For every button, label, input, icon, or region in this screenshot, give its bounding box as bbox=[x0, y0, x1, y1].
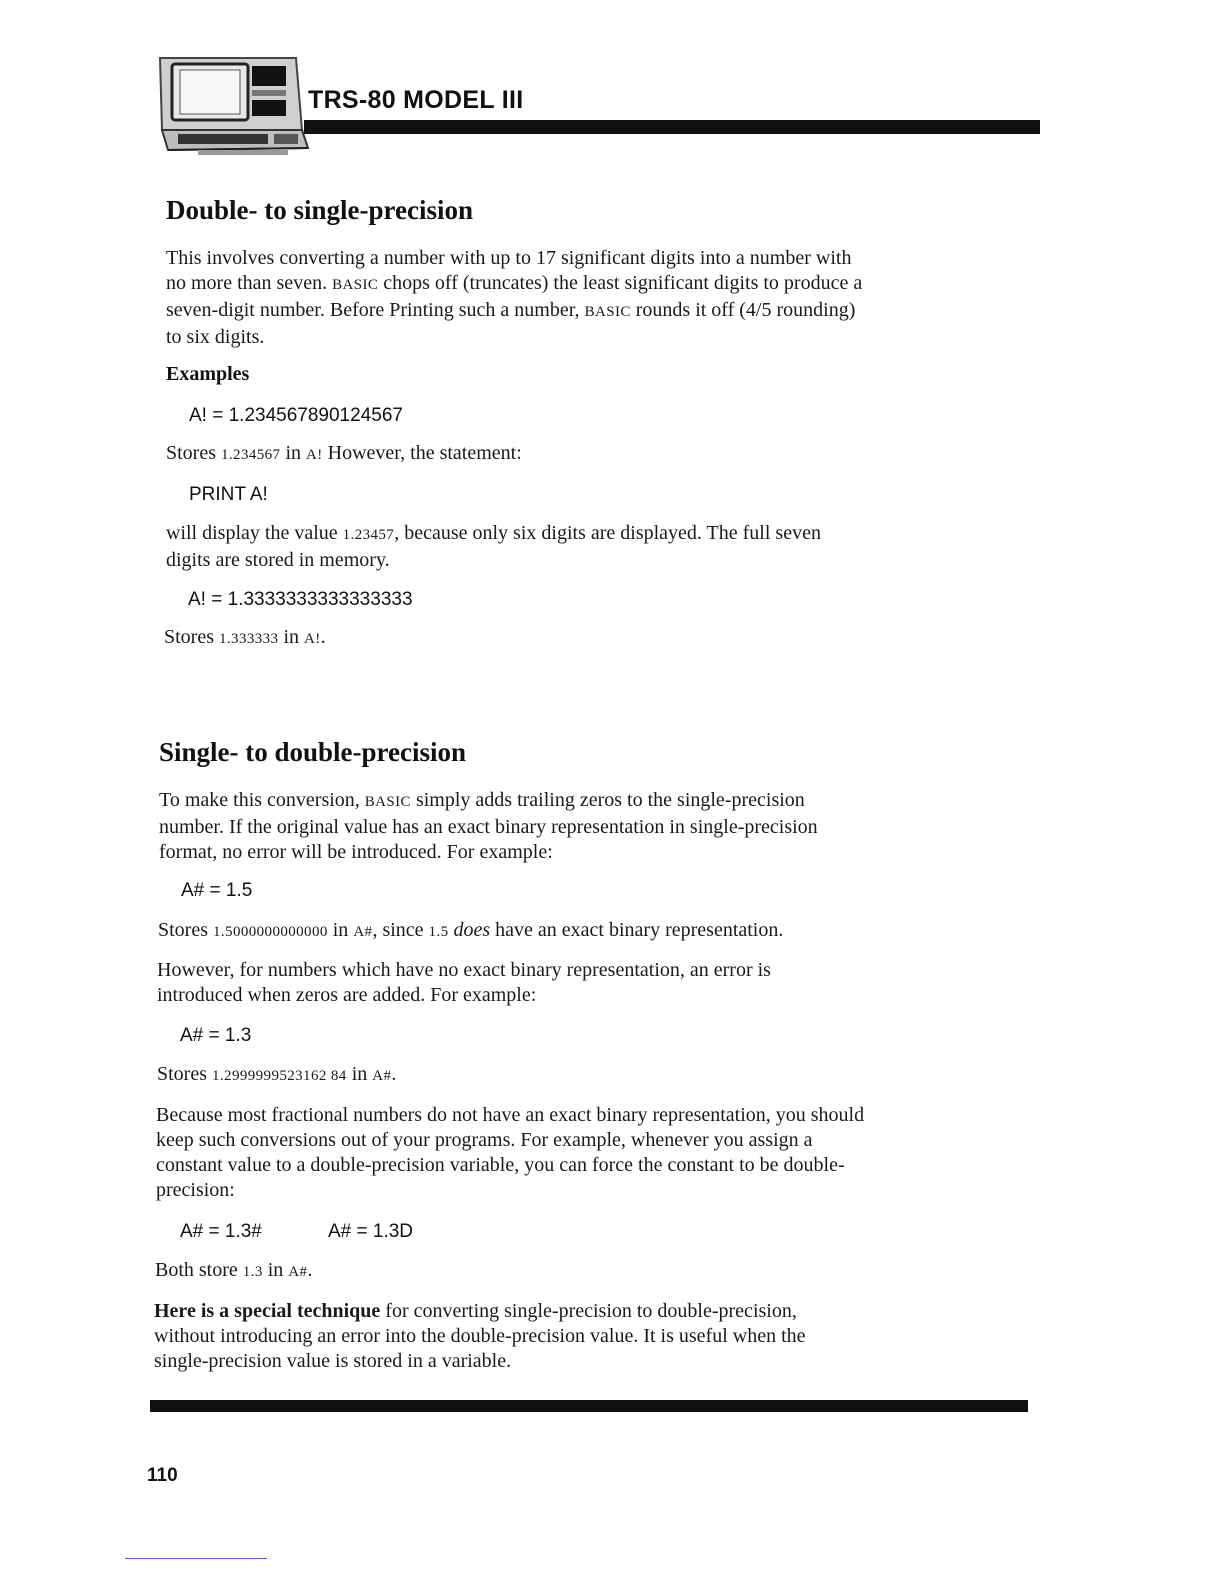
code-example-3: A! = 1.3333333333333333 bbox=[188, 589, 413, 610]
paragraph-intro-double bbox=[166, 246, 866, 350]
code-example-6a: A# = 1.3# bbox=[180, 1221, 262, 1242]
examples-heading: Examples bbox=[166, 363, 250, 385]
value: 1.5 bbox=[428, 924, 449, 940]
paragraph-special-technique bbox=[154, 1299, 854, 1374]
text: , because only six digits are displayed. The full seven digits are stored in memory. bbox=[166, 522, 821, 571]
code-example-6b: A# = 1.3D bbox=[328, 1221, 414, 1242]
text: Stores bbox=[157, 1063, 212, 1085]
value: 1.2999999523162 84 bbox=[212, 1068, 347, 1084]
code-example-2: PRINT A! bbox=[189, 484, 268, 505]
text: simply adds trailing zeros to the single-precision number. If the original value has an exact binary representation in single-precision format, no error will be introduced. For example: bbox=[159, 789, 818, 863]
text: Both store bbox=[155, 1259, 243, 1281]
text: . bbox=[391, 1063, 397, 1085]
code-example-4: A# = 1.5 bbox=[181, 880, 253, 901]
page-header bbox=[158, 52, 1040, 160]
paragraph-stores-4 bbox=[157, 1062, 867, 1089]
text: for converting single-precision to double-precision, without introducing an error into the double-precision value. It is useful when the single-precision value is stored in a variable. bbox=[154, 1300, 806, 1372]
text: in bbox=[262, 1259, 289, 1281]
value: 1.333333 bbox=[219, 631, 279, 647]
basic-term: BASIC bbox=[332, 277, 379, 293]
variable: A# bbox=[372, 1068, 392, 1084]
paragraph-stores-1 bbox=[166, 441, 876, 468]
scan-artifact-line bbox=[125, 1558, 267, 1559]
text: rounds it off (4/5 rounding) to six digits. bbox=[166, 299, 856, 348]
paragraph-no-exact: However, for numbers which have no exact binary representation, an error is introduced when zeros are added. For example: bbox=[157, 959, 771, 1006]
text: However, the statement: bbox=[322, 442, 522, 464]
section-heading-double-to-single: Double- to single-precision bbox=[166, 195, 474, 225]
text: Stores bbox=[166, 442, 221, 464]
page-number: 110 bbox=[147, 1465, 178, 1486]
text: will display the value bbox=[166, 522, 343, 544]
text: , since bbox=[372, 919, 429, 941]
section-heading-single-to-double: Single- to double-precision bbox=[159, 737, 467, 767]
text: chops off (truncates) the least significant digits to produce a seven-digit number. Before Printing such a number, bbox=[166, 272, 863, 321]
paragraph-stores-2 bbox=[164, 625, 874, 652]
text: in bbox=[278, 626, 305, 648]
text: . bbox=[307, 1259, 313, 1281]
variable: A! bbox=[304, 631, 321, 647]
text: in bbox=[280, 442, 307, 464]
text: Stores bbox=[164, 626, 219, 648]
text: in bbox=[327, 919, 354, 941]
text: This involves converting a number with up to 17 significant digits into a number with no more than seven. bbox=[166, 247, 852, 294]
trs80-computer-icon bbox=[158, 52, 318, 158]
text: have an exact binary representation. bbox=[490, 919, 784, 941]
paragraph-both-store bbox=[155, 1258, 865, 1285]
variable: A! bbox=[306, 447, 323, 463]
value: 1.234567 bbox=[221, 447, 281, 463]
value: 1.5000000000000 bbox=[213, 924, 328, 940]
bold-lead: Here is a special technique bbox=[154, 1300, 381, 1322]
paragraph-fractional: Because most fractional numbers do not have an exact binary representation, you should keep such conversions out of your programs. For example, whenever you assign a constant value to a double-precision variable, you can force the constant to be double-precision: bbox=[156, 1104, 865, 1201]
variable: A# bbox=[353, 924, 373, 940]
footer-rule bbox=[150, 1400, 1028, 1412]
header-rule bbox=[304, 120, 1040, 134]
paragraph-intro-single bbox=[159, 788, 864, 865]
paragraph-stores-3 bbox=[158, 918, 878, 945]
basic-term: BASIC bbox=[364, 794, 411, 810]
text: Stores bbox=[158, 919, 213, 941]
value: 1.23457 bbox=[342, 527, 395, 543]
paragraph-display-value bbox=[166, 521, 866, 573]
text: . bbox=[320, 626, 326, 648]
code-example-1: A! = 1.234567890124567 bbox=[189, 405, 403, 426]
text: To make this conversion, bbox=[159, 789, 365, 811]
header-title: TRS-80 MODEL III bbox=[308, 86, 524, 114]
basic-term: BASIC bbox=[584, 304, 631, 320]
value: 1.3 bbox=[242, 1264, 263, 1280]
text: in bbox=[346, 1063, 373, 1085]
variable: A# bbox=[288, 1264, 308, 1280]
code-example-5: A# = 1.3 bbox=[180, 1025, 252, 1046]
emphasis: does bbox=[453, 919, 491, 941]
